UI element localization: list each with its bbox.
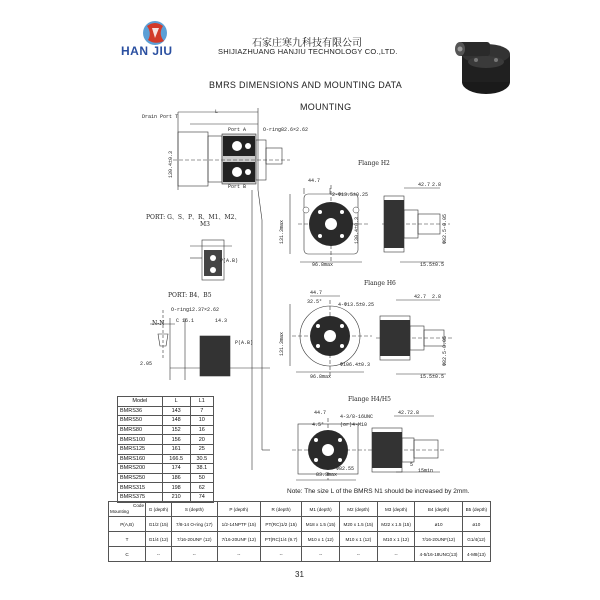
svg-text:44.7: 44.7 (310, 290, 323, 296)
svg-text:42.7: 42.7 (414, 294, 427, 300)
table-row: T G1/4 (12) 7/16-20UNF (12) 7/16-20UNF (12) PT(RC)1/4 (9.7) M10 x 1 (12) M10 x 1 (12) M10 x 1 (12) 7/16-20UNF(12) G1/4(12) (109, 532, 491, 547)
brand-name: HAN JIU (121, 44, 173, 58)
svg-text:130.4±0.3: 130.4±0.3 (354, 216, 360, 244)
table-row: C -- -- -- -- -- -- -- 4-5/16-18UNC(13) 4-M8(13) (109, 547, 491, 562)
table-row: BMRS250 186 50 (118, 473, 214, 483)
svg-text:42.7: 42.7 (398, 410, 411, 416)
svg-text:131.3max: 131.3max (279, 219, 285, 244)
table-header-row: Code Mounting G (depth) S (depth) P (depth) R (depth) M1 (depth) M2 (depth) M3 (depth) B4 (depth) B5 (depth) (109, 502, 491, 517)
flange-h6-label: Flange H6 (364, 280, 396, 287)
corner-cell: Code Mounting (109, 502, 146, 517)
model-dimension-table (117, 396, 214, 503)
port-list-label: PORT: G、S、P、R、M1、M2、 (146, 214, 241, 221)
svg-text:P(A.B): P(A.B) (220, 258, 239, 264)
svg-text:4-Φ13.5±0.25: 4-Φ13.5±0.25 (338, 302, 375, 308)
flange-h2-label: Flange H2 (358, 160, 390, 167)
svg-text:(or)4-M10: (or)4-M10 (340, 422, 368, 428)
table-row: BMRS80 152 16 (118, 425, 214, 435)
table-row: BMRS36 143 7 (118, 406, 214, 416)
svg-text:130.4±0.3: 130.4±0.3 (168, 150, 174, 178)
svg-text:2.8: 2.8 (432, 294, 442, 300)
flange-h4-label: Flange H4/H5 (348, 396, 391, 403)
port-a-label: Port A (228, 127, 247, 133)
svg-text:Φ82.5-0.05: Φ82.5-0.05 (442, 335, 448, 366)
port-list-label-2: M3 (200, 221, 210, 228)
table-row: P(A,B) G1/2 (15) 7/8-14 O-ring (17) 1/2-14NPTF (15) PT(RC)1/2 (15) M18 x 1.5 (15) M20 x 1.5 (15) M22 x 1.5 (15) ø10 ø10 (109, 517, 491, 532)
svg-text:Φ82.5-0.05: Φ82.5-0.05 (442, 213, 448, 244)
svg-text:5: 5 (410, 462, 414, 468)
port-b4-label: PORT: B4、B5 (168, 292, 212, 299)
svg-text:44.7: 44.7 (308, 178, 321, 184)
nn-label: N-N (152, 320, 165, 327)
svg-text:2-Φ13.5±0.25: 2-Φ13.5±0.25 (332, 192, 369, 198)
svg-text:2.8: 2.8 (432, 182, 442, 188)
svg-text:4.5°: 4.5° (312, 422, 325, 428)
svg-text:4-3/8-16UNC: 4-3/8-16UNC (340, 414, 374, 420)
table-row: BMRS375 210 74 (118, 492, 214, 502)
svg-text:P(A.B): P(A.B) (235, 340, 254, 346)
svg-text:C 16.1: C 16.1 (176, 318, 195, 324)
company-name-cn: 石家庄寒九科技有限公司 (252, 38, 362, 49)
svg-text:14.3: 14.3 (215, 318, 228, 324)
svg-text:42.7: 42.7 (418, 182, 431, 188)
note-text: Note: The size L of the BMRS N1 should be increased by 2mm. (287, 488, 470, 495)
company-name-en: SHIJIAZHUANG HANJIU TECHNOLOGY CO.,LTD. (218, 47, 398, 56)
svg-text:2.05: 2.05 (140, 361, 153, 367)
svg-text:44.7: 44.7 (314, 410, 327, 416)
svg-text:O-ring12.37×2.62: O-ring12.37×2.62 (171, 307, 220, 313)
page-title: BMRS DIMENSIONS AND MOUNTING DATA (209, 80, 403, 90)
table-row: BMRS125 161 25 (118, 444, 214, 454)
table-row: BMRS100 156 20 (118, 435, 214, 445)
table-row: BMRS315 198 62 (118, 483, 214, 493)
svg-text:15.5±0.5: 15.5±0.5 (420, 262, 445, 268)
svg-text:131.3max: 131.3max (279, 331, 285, 356)
svg-text:96.8max: 96.8max (312, 262, 334, 268)
svg-text:83.3max: 83.3max (316, 472, 338, 478)
svg-text:15.5±0.5: 15.5±0.5 (420, 374, 445, 380)
svg-text:96.8max: 96.8max (310, 374, 332, 380)
svg-text:Φ106.4±0.3: Φ106.4±0.3 (340, 362, 371, 368)
table-row: BMRS200 174 38.1 (118, 464, 214, 474)
svg-text:15min: 15min (418, 468, 434, 474)
oring-label: O-ring82.6×2.62 (263, 127, 309, 133)
port-code-table (108, 501, 491, 562)
drain-port-label: Drain Port T (142, 114, 179, 120)
page-number: 31 (295, 570, 304, 579)
table-header-row: Model L L1 (118, 397, 214, 407)
svg-text:32.5°: 32.5° (307, 299, 323, 305)
svg-text:L: L (215, 109, 219, 115)
table-row: BMRS160 166.5 30.5 (118, 454, 214, 464)
port-b4-detail (200, 336, 230, 376)
table-row: BMRS50 148 10 (118, 416, 214, 426)
svg-text:2.8: 2.8 (410, 410, 420, 416)
port-b-label: Port B (228, 184, 247, 190)
svg-text:Φ82.55: Φ82.55 (336, 466, 355, 472)
section-title: MOUNTING (300, 102, 352, 112)
